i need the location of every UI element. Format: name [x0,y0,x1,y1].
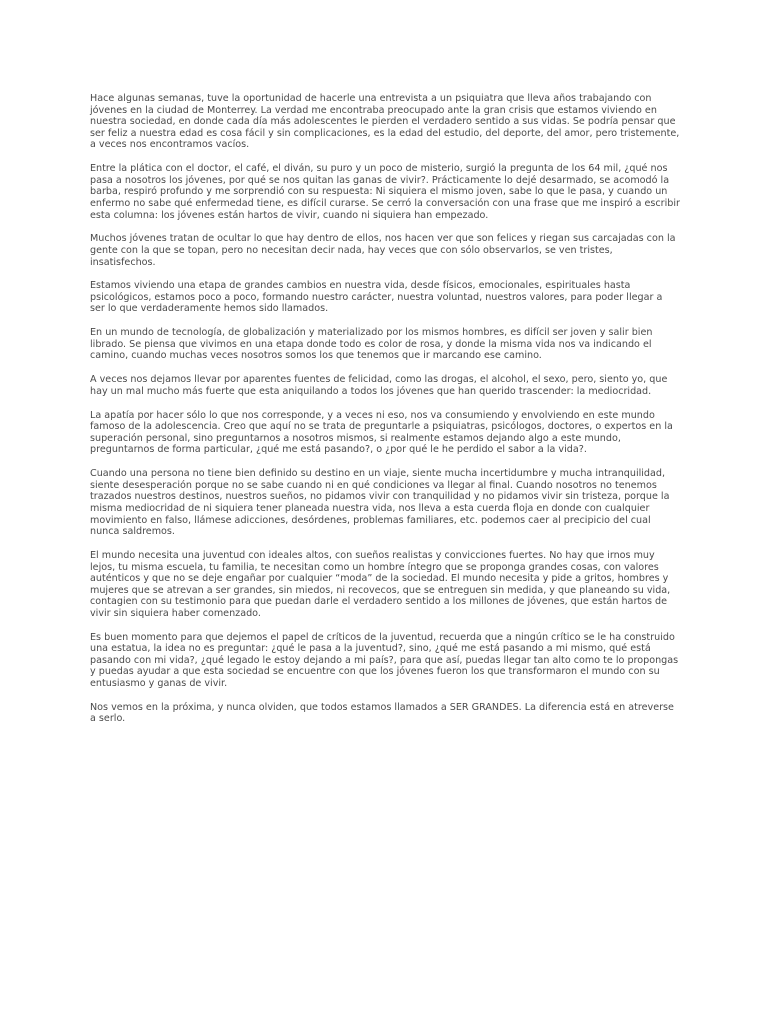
paragraph: Estamos viviendo una etapa de grandes cambios en nuestra vida, desde físicos, emocionales, espirituales hasta psicológicos, estamos poco a poco, formando nuestro carácter, nuestra voluntad, nuestros valores, para poder llegar a ser lo que verdaderamente hemos sido llamados. [90,280,663,315]
paragraph: Cuando una persona no tiene bien definido su destino en un viaje, siente mucha incertidumbre y mucha intranquilidad, siente desesperación porque no se sabe cuando ni en qué condiciones va llegar al final. Cuando nosotros no tenemos trazados nuestros destinos, nuestros sueños, no pidamos vivir con tranquilidad y no pidamos vivir sin tristeza, porque la misma mediocridad de ni siquiera tener planeada nuestra vida, nos lleva a esta cuerda floja en donde con cualquier movimiento en falso, llámese adicciones, desórdenes, problemas familiares, etc. podemos caer al precipicio del cual nunca saldremos. [90,468,670,538]
paragraph: Entre la plática con el doctor, el café, el diván, su puro y un poco de misterio, surgió la pregunta de los 64 mil, ¿qué nos pasa a nosotros los jóvenes, por qué se nos quitan las ganas de vivir?. Prácticamente lo dejé desarmado, se acomodó la barba, respiró profundo y me sorprendió con su respuesta: Ni siquiera el mismo joven, sabe lo que le pasa, y cuando un enfermo no sabe qué enfermedad tiene, es difícil curarse. Se cerró la conversación con una frase que me inspiró a escribir esta columna: los jóvenes están hartos de vivir, cuando ni siquiera han empezado. [90,163,680,221]
paragraph: Muchos jóvenes tratan de ocultar lo que hay dentro de ellos, nos hacen ver que son felices y riegan sus carcajadas con la gente con la que se topan, pero no necesitan decir nada, hay veces que con sólo observarlos, se ven tristes, insatisfechos. [90,233,676,268]
paragraph: El mundo necesita una juventud con ideales altos, con sueños realistas y convicciones fuertes. No hay que irnos muy lejos, tu misma escuela, tu familia, te necesitan como un hombre íntegro que se proponga grandes cosas, con valores auténticos y que no se deje engañar por cualquier “moda” de la sociedad. El mundo necesita y pide a gritos, hombres y mujeres que se atrevan a ser grandes, sin miedos, ni recovecos, que se entreguen sin medida, y que planeando su vida, contagien con su testimonio para que puedan darle el verdadero sentido a los millones de jóvenes, que están hartos de vivir sin siquiera haber comenzado. [90,549,671,619]
paragraph: La apatía por hacer sólo lo que nos corresponde, y a veces ni eso, nos va consumiendo y envolviendo en este mundo famoso de la adolescencia. Creo que aquí no se trata de preguntarle a psiquiatras, psicólogos, doctores, o expertos en la superación personal, sino preguntarnos a nosotros mismos, si realmente estamos dejando algo a este mundo, preguntarnos de forma particular, ¿qué me está pasando?, o ¿por qué le he perdido el sabor a la vida?. [90,409,673,456]
paragraph: Nos vemos en la próxima, y nunca olviden, que todos estamos llamados a SER GRANDES. La diferencia está en atreverse a serlo. [90,701,674,725]
paragraph: A veces nos dejamos llevar por aparentes fuentes de felicidad, como las drogas, el alcohol, el sexo, pero, siento yo, que hay un mal mucho más fuerte que esta aniquilando a todos los jóvenes que han querido trascender: la mediocridad. [90,374,668,397]
paragraph: En un mundo de tecnología, de globalización y materializado por los mismos hombres, es difícil ser joven y salir bien librado. Se piensa que vivimos en una etapa donde todo es color de rosa, y donde la misma vida nos va indicando el camino, cuando muchas veces nosotros somos los que tenemos que ir marcando ese camino. [90,327,653,362]
article-body [90,93,680,737]
paragraph: Es buen momento para que dejemos el papel de críticos de la juventud, recuerda que a ningún crítico se le ha construido una estatua, la idea no es preguntar: ¿qué le pasa a la juventud?, sino, ¿qué me está pasando a mi mismo, qué está pasando con mi vida?, ¿qué legado le estoy dejando a mi país?, para que así, puedas llegar tan alto como te lo propongas y puedas ayudar a que esta sociedad se encuentre con que los jóvenes fueron los que transformaron el mundo con su entusiasmo y ganas de vivir. [90,631,679,690]
paragraph: Hace algunas semanas, tuve la oportunidad de hacerle una entrevista a un psiquiatra que lleva años trabajando con jóvenes en la ciudad de Monterrey. La verdad me encontraba preocupado ante la gran crisis que estamos viviendo en nuestra sociedad, en donde cada día más adolescentes le pierden el verdadero sentido a sus vidas. Se podría pensar que ser feliz a nuestra edad es cosa fácil y sin complicaciones, es la edad del estudio, del deporte, del amor, pero tristemente, a veces nos encontramos vacíos. [90,93,680,151]
